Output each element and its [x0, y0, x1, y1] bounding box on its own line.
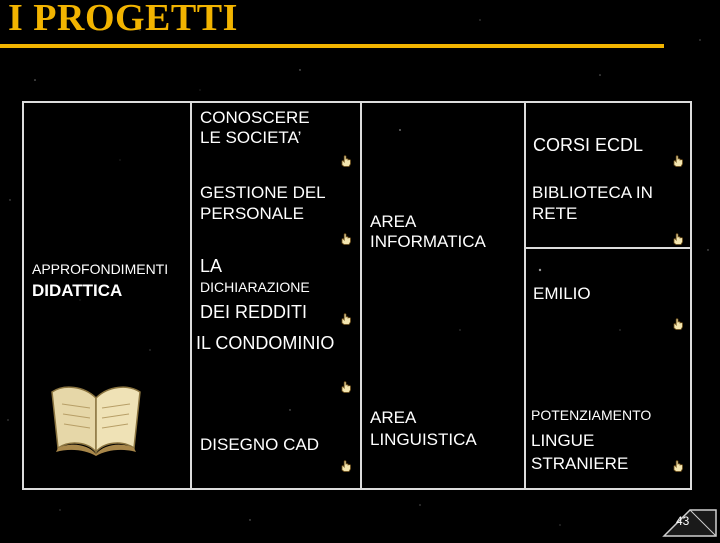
biblioteca-rete-line1[interactable]: BIBLIOTECA IN [532, 183, 653, 202]
condominio-link[interactable]: IL CONDOMINIO [196, 333, 335, 353]
column-divider-1 [190, 101, 192, 490]
hyperlink-hand-icon[interactable] [340, 381, 352, 393]
hyperlink-hand-icon[interactable] [672, 233, 684, 245]
lingue-straniere-line2[interactable]: STRANIERE [531, 454, 629, 473]
hyperlink-hand-icon[interactable] [672, 155, 684, 167]
row-divider-col4 [524, 247, 692, 249]
emilio-link[interactable]: EMILIO [533, 284, 591, 303]
area-linguistica-line1[interactable]: AREA [370, 408, 417, 427]
column-divider-3 [524, 101, 526, 490]
approfondimenti-label: APPROFONDIMENTI [32, 261, 169, 277]
area-informatica-line2[interactable]: INFORMATICA [370, 232, 486, 251]
gestione-personale-line2[interactable]: PERSONALE [200, 204, 304, 223]
corsi-ecdl-link[interactable]: CORSI ECDL [533, 135, 644, 155]
hyperlink-hand-icon[interactable] [340, 460, 352, 472]
page-number: 43 [676, 514, 690, 528]
slide-title: I PROGETTI [8, 0, 238, 39]
dichiarazione-redditi-line2[interactable]: DICHIARAZIONE [200, 279, 310, 295]
column-divider-2 [360, 101, 362, 490]
gestione-personale-line1[interactable]: GESTIONE DEL [200, 183, 326, 202]
hyperlink-hand-icon[interactable] [672, 318, 684, 330]
potenziamento-label[interactable]: POTENZIAMENTO [531, 407, 652, 423]
conoscere-societa-line2[interactable]: LE SOCIETA’ [200, 128, 302, 147]
hyperlink-hand-icon[interactable] [340, 313, 352, 325]
disegno-cad-link[interactable]: DISEGNO CAD [200, 435, 320, 454]
area-informatica-line1[interactable]: AREA [370, 212, 417, 231]
hyperlink-hand-icon[interactable] [340, 233, 352, 245]
page-number-badge [660, 506, 718, 538]
hyperlink-hand-icon[interactable] [340, 155, 352, 167]
conoscere-societa-line1[interactable]: CONOSCERE [200, 108, 310, 127]
biblioteca-rete-line2[interactable]: RETE [532, 204, 578, 223]
dichiarazione-redditi-line3[interactable]: DEI REDDITI [200, 302, 308, 322]
dichiarazione-redditi-line1[interactable]: LA [200, 256, 223, 276]
title-underline [0, 44, 664, 48]
open-book-icon [48, 378, 144, 456]
area-linguistica-line2[interactable]: LINGUISTICA [370, 430, 477, 449]
didattica-label: DIDATTICA [32, 281, 123, 300]
lingue-straniere-line1[interactable]: LINGUE [531, 431, 595, 450]
hyperlink-hand-icon[interactable] [672, 460, 684, 472]
